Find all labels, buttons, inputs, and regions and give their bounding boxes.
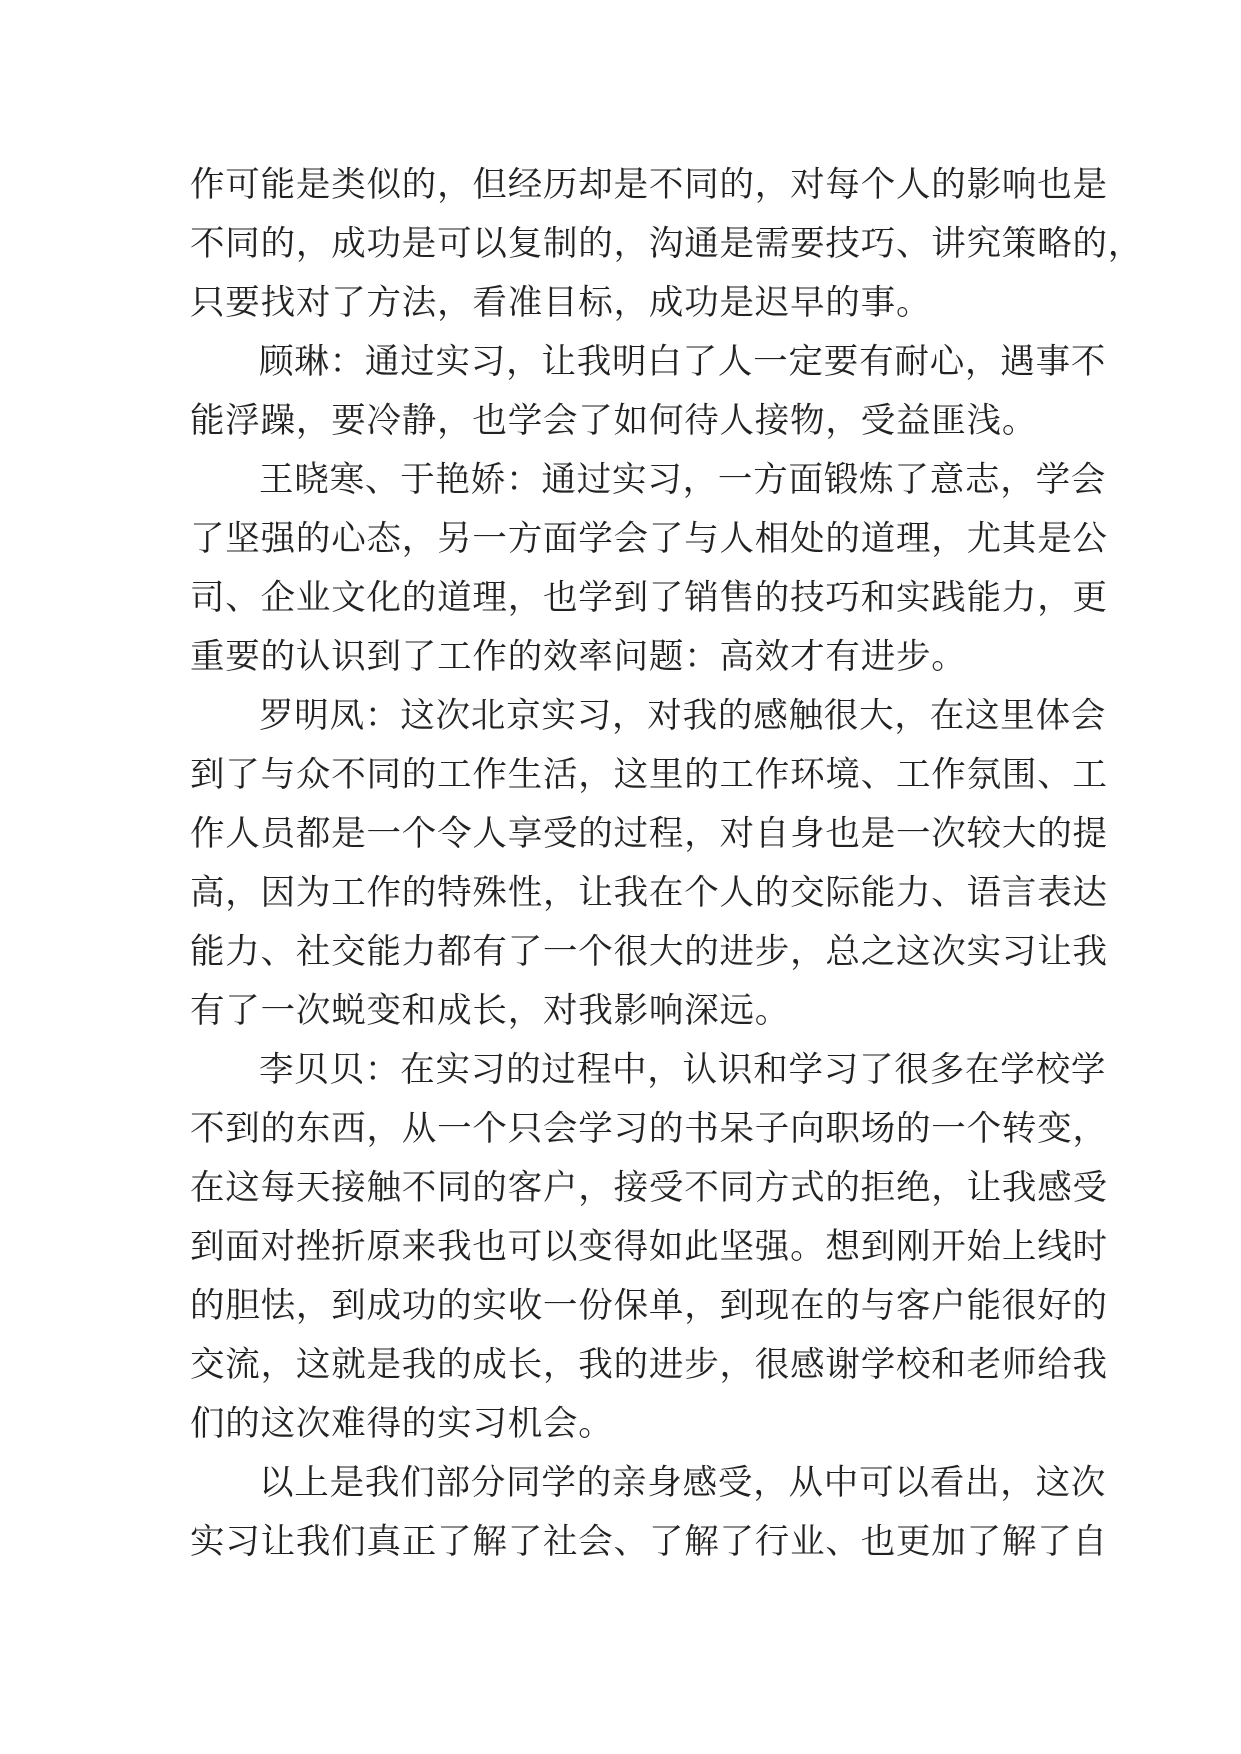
text-line: 们的这次难得的实习机会。 bbox=[190, 1404, 614, 1444]
text-line: 有了一次蜕变和成长，对我影响深远。 bbox=[190, 991, 791, 1031]
text-line: 到面对挫折原来我也可以变得如此坚强。想到刚开始上线时 bbox=[190, 1227, 1108, 1267]
text-line: 到了与众不同的工作生活，这里的工作环境、工作氛围、工 bbox=[190, 755, 1108, 795]
text-line: 交流，这就是我的成长，我的进步，很感谢学校和老师给我 bbox=[190, 1345, 1108, 1385]
text-line: 作人员都是一个令人享受的过程，对自身也是一次较大的提 bbox=[190, 814, 1108, 854]
text-line: 高，因为工作的特殊性，让我在个人的交际能力、语言表达 bbox=[190, 873, 1108, 913]
paragraph-start-line: 王晓寒、于艳娇：通过实习，一方面锻炼了意志，学会 bbox=[259, 460, 1107, 500]
text-line: 能浮躁，要冷静，也学会了如何待人接物，受益匪浅。 bbox=[190, 401, 1038, 441]
text-line: 实习让我们真正了解了社会、了解了行业、也更加了解了自 bbox=[190, 1522, 1108, 1562]
paragraph-start-line: 以上是我们部分同学的亲身感受，从中可以看出，这次 bbox=[259, 1463, 1107, 1503]
paragraph-start-line: 李贝贝：在实习的过程中，认识和学习了很多在学校学 bbox=[259, 1050, 1107, 1090]
paragraph-start-line: 顾琳：通过实习，让我明白了人一定要有耐心，遇事不 bbox=[259, 342, 1107, 382]
text-line: 的胆怯，到成功的实收一份保单，到现在的与客户能很好的 bbox=[190, 1286, 1108, 1326]
text-line: 了坚强的心态，另一方面学会了与人相处的道理，尤其是公 bbox=[190, 519, 1108, 559]
body-text bbox=[190, 156, 1144, 1572]
text-line: 在这每天接触不同的客户，接受不同方式的拒绝，让我感受 bbox=[190, 1168, 1108, 1208]
text-line: 不到的东西，从一个只会学习的书呆子向职场的一个转变， bbox=[190, 1109, 1108, 1149]
text-line: 重要的认识到了工作的效率问题：高效才有进步。 bbox=[190, 637, 967, 677]
paragraph-start-line: 罗明凤：这次北京实习，对我的感触很大，在这里体会 bbox=[259, 696, 1107, 736]
text-line: 作可能是类似的，但经历却是不同的，对每个人的影响也是 bbox=[190, 165, 1108, 205]
text-line: 不同的，成功是可以复制的，沟通是需要技巧、讲究策略的， bbox=[190, 224, 1144, 264]
text-line: 只要找对了方法，看准目标，成功是迟早的事。 bbox=[190, 283, 932, 323]
text-line: 司、企业文化的道理，也学到了销售的技巧和实践能力，更 bbox=[190, 578, 1108, 618]
text-line: 能力、社交能力都有了一个很大的进步，总之这次实习让我 bbox=[190, 932, 1108, 972]
